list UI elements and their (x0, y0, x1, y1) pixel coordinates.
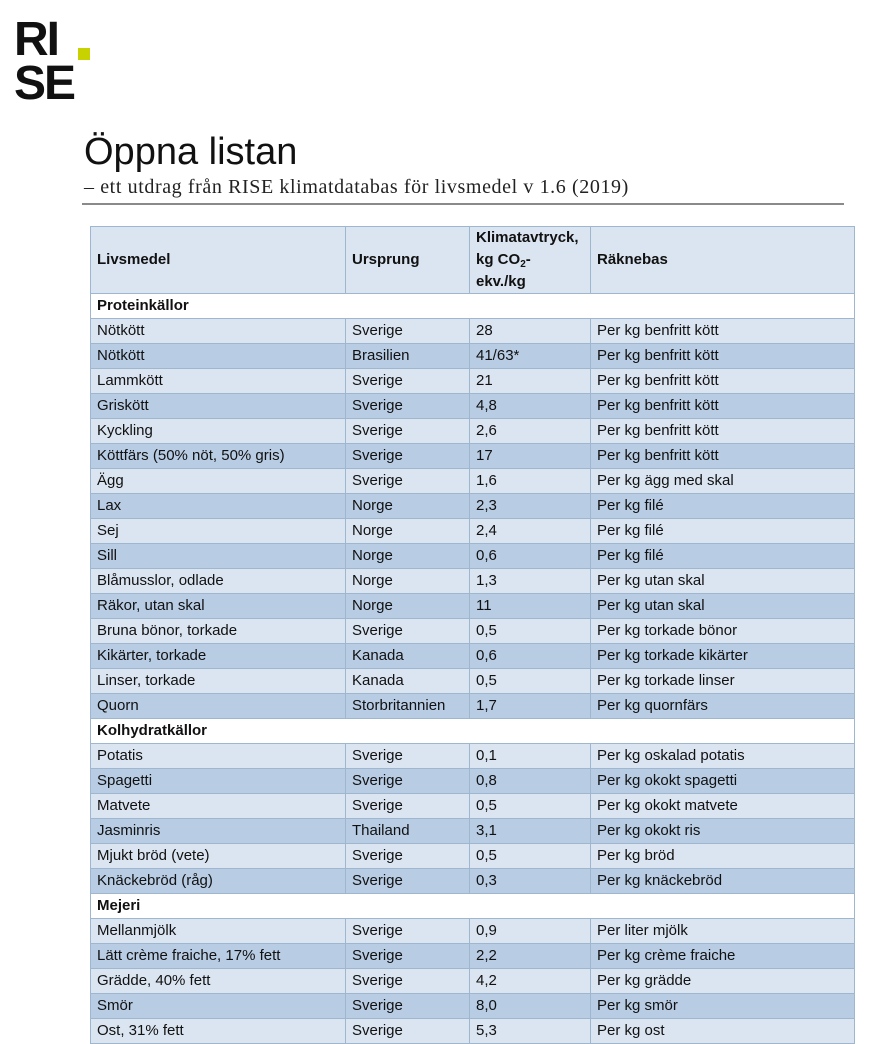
header-klimat-dash: - (525, 251, 531, 268)
cell-ursprung: Sverige (346, 369, 470, 394)
header-klimat-line3: ekv./kg (476, 273, 526, 290)
cell-livsmedel: Smör (91, 994, 346, 1019)
cell-raknebas: Per kg crème fraiche (591, 944, 855, 969)
cell-klimatavtryck: 4,2 (470, 969, 591, 994)
section-row-protein (91, 294, 855, 319)
table-row (91, 344, 855, 369)
cell-livsmedel: Köttfärs (50% nöt, 50% gris) (91, 444, 346, 469)
cell-klimatavtryck: 5,3 (470, 1019, 591, 1044)
cell-raknebas: Per kg knäckebröd (591, 869, 855, 894)
table-row (91, 969, 855, 994)
section-row-kolhydrat (91, 719, 855, 744)
cell-livsmedel: Lätt crème fraiche, 17% fett (91, 944, 346, 969)
table-row (91, 494, 855, 519)
cell-ursprung: Sverige (346, 419, 470, 444)
cell-livsmedel: Grädde, 40% fett (91, 969, 346, 994)
cell-raknebas: Per kg torkade linser (591, 669, 855, 694)
cell-raknebas: Per kg benfritt kött (591, 444, 855, 469)
cell-livsmedel: Spagetti (91, 769, 346, 794)
cell-livsmedel: Ost, 31% fett (91, 1019, 346, 1044)
page-subtitle: – ett utdrag från RISE klimatdatabas för livsmedel v 1.6 (2019) (84, 176, 629, 198)
cell-klimatavtryck: 0,3 (470, 869, 591, 894)
title-divider (82, 203, 844, 205)
cell-ursprung: Sverige (346, 844, 470, 869)
cell-klimatavtryck: 28 (470, 319, 591, 344)
table-row (91, 319, 855, 344)
cell-livsmedel: Ägg (91, 469, 346, 494)
cell-klimatavtryck: 2,6 (470, 419, 591, 444)
table-row (91, 844, 855, 869)
table-row (91, 694, 855, 719)
cell-klimatavtryck: 2,3 (470, 494, 591, 519)
cell-raknebas: Per kg filé (591, 519, 855, 544)
cell-raknebas: Per kg ägg med skal (591, 469, 855, 494)
cell-ursprung: Thailand (346, 819, 470, 844)
cell-ursprung: Sverige (346, 319, 470, 344)
table-row (91, 644, 855, 669)
logo-accent-square (78, 48, 90, 60)
cell-raknebas: Per kg benfritt kött (591, 344, 855, 369)
cell-ursprung: Sverige (346, 969, 470, 994)
header-klimatavtryck (470, 227, 591, 294)
cell-livsmedel: Griskött (91, 394, 346, 419)
cell-livsmedel: Sej (91, 519, 346, 544)
cell-klimatavtryck: 0,5 (470, 844, 591, 869)
cell-klimatavtryck: 1,6 (470, 469, 591, 494)
cell-ursprung: Sverige (346, 1019, 470, 1044)
cell-ursprung: Sverige (346, 794, 470, 819)
cell-ursprung: Norge (346, 519, 470, 544)
header-ursprung: Ursprung (346, 227, 470, 294)
cell-raknebas: Per kg torkade bönor (591, 619, 855, 644)
cell-ursprung: Sverige (346, 444, 470, 469)
table-header-row (91, 227, 855, 294)
cell-raknebas: Per kg torkade kikärter (591, 644, 855, 669)
cell-ursprung: Norge (346, 569, 470, 594)
cell-livsmedel: Lammkött (91, 369, 346, 394)
cell-klimatavtryck: 21 (470, 369, 591, 394)
cell-raknebas: Per kg utan skal (591, 569, 855, 594)
cell-raknebas: Per kg okokt spagetti (591, 769, 855, 794)
cell-klimatavtryck: 2,4 (470, 519, 591, 544)
cell-ursprung: Sverige (346, 994, 470, 1019)
header-klimat-kg: kg CO (476, 251, 521, 268)
table-row (91, 569, 855, 594)
cell-livsmedel: Nötkött (91, 319, 346, 344)
cell-livsmedel: Matvete (91, 794, 346, 819)
cell-livsmedel: Nötkött (91, 344, 346, 369)
cell-livsmedel: Räkor, utan skal (91, 594, 346, 619)
cell-raknebas: Per kg quornfärs (591, 694, 855, 719)
cell-livsmedel: Kyckling (91, 419, 346, 444)
cell-livsmedel: Lax (91, 494, 346, 519)
cell-klimatavtryck: 0,6 (470, 644, 591, 669)
cell-ursprung: Storbritannien (346, 694, 470, 719)
rise-logo (14, 13, 88, 110)
cell-klimatavtryck: 0,5 (470, 669, 591, 694)
table-row (91, 769, 855, 794)
section-label: Proteinkällor (91, 294, 855, 319)
cell-ursprung: Norge (346, 544, 470, 569)
cell-livsmedel: Quorn (91, 694, 346, 719)
table-row (91, 994, 855, 1019)
cell-klimatavtryck: 2,2 (470, 944, 591, 969)
table-row (91, 469, 855, 494)
cell-ursprung: Sverige (346, 769, 470, 794)
section-label: Kolhydratkällor (91, 719, 855, 744)
section-label: Mejeri (91, 894, 855, 919)
table-row (91, 669, 855, 694)
logo-line-1: RI (14, 13, 58, 66)
table-row (91, 744, 855, 769)
cell-livsmedel: Bruna bönor, torkade (91, 619, 346, 644)
table-row (91, 394, 855, 419)
header-livsmedel: Livsmedel (91, 227, 346, 294)
cell-raknebas: Per kg benfritt kött (591, 394, 855, 419)
cell-livsmedel: Mellanmjölk (91, 919, 346, 944)
table-row (91, 619, 855, 644)
cell-klimatavtryck: 0,6 (470, 544, 591, 569)
cell-livsmedel: Potatis (91, 744, 346, 769)
cell-klimatavtryck: 0,5 (470, 794, 591, 819)
section-row-mejeri (91, 894, 855, 919)
logo-line-2: SE (14, 57, 75, 110)
header-klimat-sub: 2 (520, 259, 526, 270)
cell-klimatavtryck: 1,7 (470, 694, 591, 719)
cell-livsmedel: Linser, torkade (91, 669, 346, 694)
cell-ursprung: Sverige (346, 469, 470, 494)
cell-raknebas: Per kg grädde (591, 969, 855, 994)
cell-klimatavtryck: 17 (470, 444, 591, 469)
cell-raknebas: Per kg filé (591, 494, 855, 519)
cell-livsmedel: Mjukt bröd (vete) (91, 844, 346, 869)
header-raknebas: Räknebas (591, 227, 855, 294)
cell-klimatavtryck: 0,9 (470, 919, 591, 944)
cell-raknebas: Per kg ost (591, 1019, 855, 1044)
cell-ursprung: Sverige (346, 619, 470, 644)
table-row (91, 544, 855, 569)
cell-raknebas: Per kg bröd (591, 844, 855, 869)
cell-ursprung: Kanada (346, 644, 470, 669)
cell-klimatavtryck: 0,1 (470, 744, 591, 769)
cell-ursprung: Sverige (346, 869, 470, 894)
cell-klimatavtryck: 1,3 (470, 569, 591, 594)
table-row (91, 444, 855, 469)
cell-klimatavtryck: 8,0 (470, 994, 591, 1019)
table-row (91, 519, 855, 544)
cell-klimatavtryck: 11 (470, 594, 591, 619)
cell-livsmedel: Kikärter, torkade (91, 644, 346, 669)
cell-raknebas: Per kg smör (591, 994, 855, 1019)
cell-livsmedel: Sill (91, 544, 346, 569)
cell-raknebas: Per liter mjölk (591, 919, 855, 944)
table-row (91, 819, 855, 844)
cell-ursprung: Norge (346, 594, 470, 619)
cell-klimatavtryck: 4,8 (470, 394, 591, 419)
table-row (91, 869, 855, 894)
cell-ursprung: Brasilien (346, 344, 470, 369)
page-title: Öppna listan (84, 131, 298, 173)
table-row (91, 944, 855, 969)
cell-ursprung: Sverige (346, 944, 470, 969)
table-row (91, 369, 855, 394)
cell-ursprung: Sverige (346, 919, 470, 944)
cell-ursprung: Sverige (346, 744, 470, 769)
table-row (91, 919, 855, 944)
cell-raknebas: Per kg filé (591, 544, 855, 569)
table-row (91, 419, 855, 444)
cell-raknebas: Per kg oskalad potatis (591, 744, 855, 769)
cell-livsmedel: Blåmusslor, odlade (91, 569, 346, 594)
cell-klimatavtryck: 0,5 (470, 619, 591, 644)
cell-klimatavtryck: 3,1 (470, 819, 591, 844)
cell-klimatavtryck: 41/63* (470, 344, 591, 369)
cell-raknebas: Per kg okokt ris (591, 819, 855, 844)
climate-table (90, 226, 855, 1044)
cell-ursprung: Sverige (346, 394, 470, 419)
cell-raknebas: Per kg benfritt kött (591, 369, 855, 394)
cell-raknebas: Per kg okokt matvete (591, 794, 855, 819)
header-klimat-line1: Klimatavtryck, (476, 229, 579, 246)
cell-livsmedel: Jasminris (91, 819, 346, 844)
cell-klimatavtryck: 0,8 (470, 769, 591, 794)
cell-raknebas: Per kg benfritt kött (591, 319, 855, 344)
cell-livsmedel: Knäckebröd (råg) (91, 869, 346, 894)
cell-raknebas: Per kg benfritt kött (591, 419, 855, 444)
cell-raknebas: Per kg utan skal (591, 594, 855, 619)
cell-ursprung: Kanada (346, 669, 470, 694)
cell-ursprung: Norge (346, 494, 470, 519)
table-row (91, 594, 855, 619)
table-row (91, 794, 855, 819)
